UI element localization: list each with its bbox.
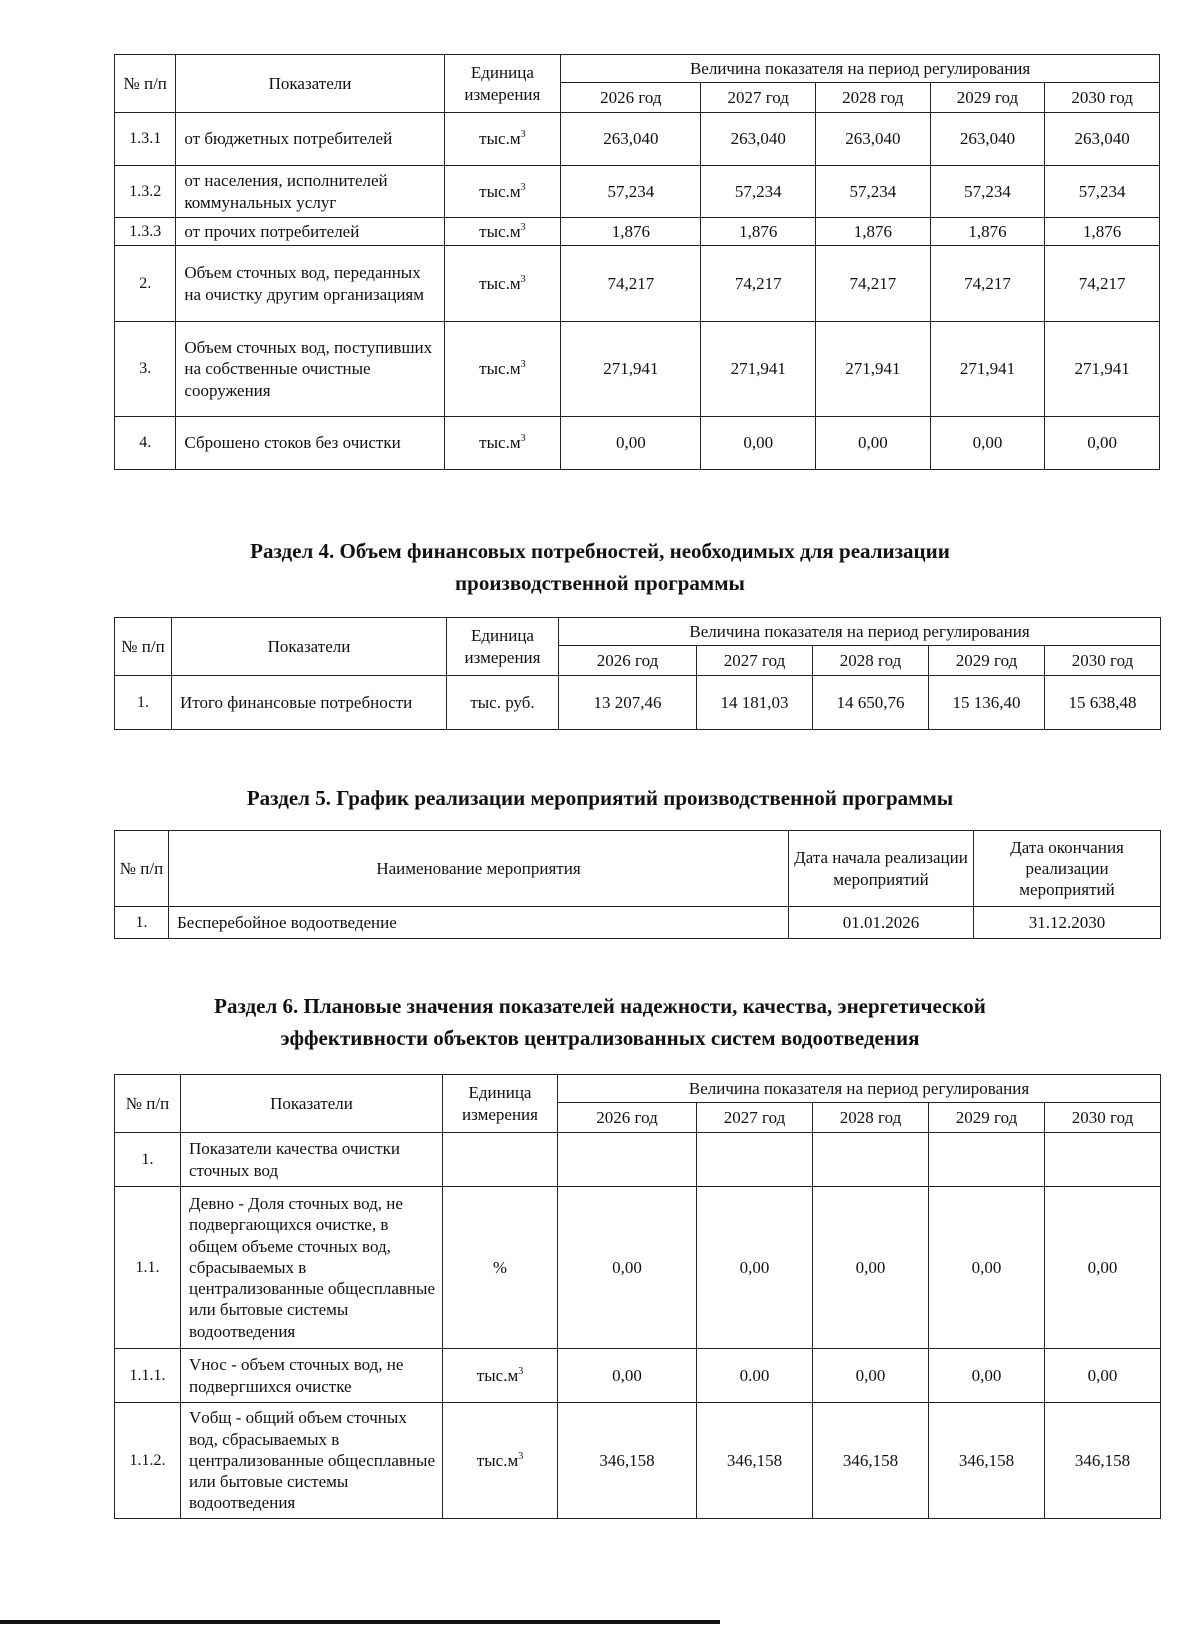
unit-text: тыс.м (476, 1450, 519, 1470)
header-start-date: Дата начала реализации мероприятий (789, 831, 974, 907)
row-num: 1.3.1 (115, 113, 176, 166)
row-unit (444, 113, 561, 166)
table-row (115, 417, 1160, 470)
header-year: 2028 год (813, 646, 929, 676)
value-cell: 346,158 (558, 1403, 697, 1519)
value-cell: 0,00 (558, 1349, 697, 1403)
unit-superscript: 3 (520, 221, 526, 233)
row-num: 1.1. (115, 1187, 181, 1349)
value-cell: 15 638,48 (1045, 676, 1161, 730)
row-name: Vобщ - общий объем сточных вод, сбрасываемых в централизованные общесплавные или бытовые системы водоотведения (181, 1403, 443, 1519)
value-cell: 1,876 (930, 218, 1045, 246)
row-name: от бюджетных потребителей (176, 113, 444, 166)
value-cell: 0,00 (558, 1187, 697, 1349)
row-unit (444, 246, 561, 322)
header-period: Величина показателя на период регулирования (561, 55, 1160, 83)
row-unit (443, 1133, 558, 1187)
row-num: 1.1.1. (115, 1349, 181, 1403)
value-cell (929, 1133, 1045, 1187)
value-cell: 0,00 (561, 417, 701, 470)
header-period: Величина показателя на период регулирования (558, 1075, 1161, 1103)
section4-title (0, 535, 1200, 599)
table-row (115, 246, 1160, 322)
header-num: № п/п (115, 831, 169, 907)
unit-superscript: 3 (520, 181, 526, 193)
schedule-table (114, 830, 1161, 939)
section6-title-line1: Раздел 6. Плановые значения показателей надежности, качества, энергетической (214, 994, 986, 1018)
end-date: 31.12.2030 (974, 907, 1161, 939)
value-cell: 263,040 (1045, 113, 1160, 166)
unit-text: тыс.м (479, 273, 521, 293)
header-year: 2030 год (1045, 646, 1161, 676)
unit-superscript: 3 (518, 1450, 524, 1462)
row-name: Объем сточных вод, поступивших на собственные очистные сооружения (176, 322, 444, 417)
row-num: 4. (115, 417, 176, 470)
unit-text: тыс.м (479, 129, 521, 149)
financial-needs-table (114, 617, 1161, 730)
row-name: от прочих потребителей (176, 218, 444, 246)
value-cell: 0,00 (1045, 417, 1160, 470)
header-period: Величина показателя на период регулирования (559, 618, 1161, 646)
table-row (115, 166, 1160, 218)
unit-text: % (492, 1257, 508, 1277)
row-name: Бесперебойное водоотведение (169, 907, 789, 939)
value-cell: 57,234 (930, 166, 1045, 218)
value-cell (558, 1133, 697, 1187)
header-indicator: Показатели (181, 1075, 443, 1133)
value-cell: 0,00 (929, 1349, 1045, 1403)
value-cell: 263,040 (701, 113, 816, 166)
value-cell: 57,234 (1045, 166, 1160, 218)
row-unit (443, 1403, 558, 1519)
header-unit: Единица измерения (443, 1075, 558, 1133)
value-cell: 74,217 (701, 246, 816, 322)
value-cell: 14 650,76 (813, 676, 929, 730)
header-year: 2027 год (701, 83, 816, 113)
row-unit (444, 417, 561, 470)
start-date: 01.01.2026 (789, 907, 974, 939)
table-row (115, 1349, 1161, 1403)
table-row (115, 676, 1161, 730)
value-cell: 346,158 (929, 1403, 1045, 1519)
row-name: от населения, исполнителей коммунальных услуг (176, 166, 444, 218)
header-year: 2026 год (558, 1103, 697, 1133)
header-unit: Единица измерения (447, 618, 559, 676)
scan-edge-line (0, 1620, 720, 1624)
value-cell: 0,00 (930, 417, 1045, 470)
unit-superscript: 3 (520, 129, 526, 141)
row-num: 2. (115, 246, 176, 322)
header-year: 2029 год (929, 1103, 1045, 1133)
value-cell: 57,234 (701, 166, 816, 218)
value-cell: 0.00 (697, 1349, 813, 1403)
value-cell: 0,00 (813, 1349, 929, 1403)
volume-table (114, 54, 1160, 470)
value-cell: 0,00 (701, 417, 816, 470)
row-num: 1. (115, 907, 169, 939)
header-year: 2030 год (1045, 83, 1160, 113)
row-name: Девно - Доля сточных вод, не подвергающихся очистке, в общем объеме сточных вод, сбрасываемых в централизованные общесплавные или бытовые системы водоотведения (181, 1187, 443, 1349)
value-cell: 0,00 (1045, 1349, 1161, 1403)
value-cell: 346,158 (813, 1403, 929, 1519)
unit-superscript: 3 (518, 1365, 524, 1377)
header-indicator: Показатели (176, 55, 444, 113)
section6-title (0, 990, 1200, 1054)
row-unit (444, 166, 561, 218)
value-cell: 1,876 (701, 218, 816, 246)
row-num: 3. (115, 322, 176, 417)
value-cell: 0,00 (813, 1187, 929, 1349)
value-cell (697, 1133, 813, 1187)
value-cell: 74,217 (561, 246, 701, 322)
header-unit: Единица измерения (444, 55, 561, 113)
header-year: 2030 год (1045, 1103, 1161, 1133)
header-year: 2027 год (697, 1103, 813, 1133)
unit-text: тыс.м (479, 433, 521, 453)
table-row (115, 218, 1160, 246)
header-year: 2026 год (561, 83, 701, 113)
unit-text: тыс.м (479, 221, 521, 241)
row-unit (443, 1187, 558, 1349)
header-num: № п/п (115, 1075, 181, 1133)
value-cell: 0,00 (929, 1187, 1045, 1349)
unit-superscript: 3 (520, 433, 526, 445)
value-cell: 74,217 (816, 246, 931, 322)
unit-text: тыс.м (476, 1365, 519, 1385)
section6-title-line2: эффективности объектов централизованных систем водоотведения (280, 1026, 920, 1050)
row-name: Итого финансовые потребности (172, 676, 447, 730)
value-cell: 271,941 (1045, 322, 1160, 417)
value-cell: 74,217 (930, 246, 1045, 322)
header-year: 2029 год (930, 83, 1045, 113)
value-cell: 263,040 (816, 113, 931, 166)
value-cell: 346,158 (1045, 1403, 1161, 1519)
value-cell (813, 1133, 929, 1187)
value-cell: 0,00 (697, 1187, 813, 1349)
value-cell: 346,158 (697, 1403, 813, 1519)
value-cell: 57,234 (561, 166, 701, 218)
header-year: 2027 год (697, 646, 813, 676)
unit-superscript: 3 (520, 359, 526, 371)
unit-text: тыс.м (479, 359, 521, 379)
row-num: 1. (115, 676, 172, 730)
row-num: 1.3.3 (115, 218, 176, 246)
row-name: Объем сточных вод, переданных на очистку другим организациям (176, 246, 444, 322)
unit-superscript: 3 (520, 273, 526, 285)
value-cell: 1,876 (561, 218, 701, 246)
value-cell: 14 181,03 (697, 676, 813, 730)
table-row (115, 907, 1161, 939)
value-cell: 271,941 (930, 322, 1045, 417)
header-event-name: Наименование мероприятия (169, 831, 789, 907)
value-cell: 0,00 (816, 417, 931, 470)
section4-title-line1: Раздел 4. Объем финансовых потребностей, необходимых для реализации (250, 539, 950, 563)
value-cell: 271,941 (816, 322, 931, 417)
table-row (115, 1133, 1161, 1187)
value-cell: 74,217 (1045, 246, 1160, 322)
row-num: 1. (115, 1133, 181, 1187)
header-year: 2029 год (929, 646, 1045, 676)
row-unit (444, 218, 561, 246)
value-cell: 271,941 (701, 322, 816, 417)
value-cell: 263,040 (930, 113, 1045, 166)
header-num: № п/п (115, 618, 172, 676)
value-cell: 57,234 (816, 166, 931, 218)
table-row (115, 1403, 1161, 1519)
value-cell: 1,876 (816, 218, 931, 246)
table-row (115, 1187, 1161, 1349)
value-cell: 271,941 (561, 322, 701, 417)
row-unit (444, 322, 561, 417)
value-cell (1045, 1133, 1161, 1187)
row-name: Сброшено стоков без очистки (176, 417, 444, 470)
header-year: 2028 год (816, 83, 931, 113)
header-year: 2026 год (559, 646, 697, 676)
row-name: Показатели качества очистки сточных вод (181, 1133, 443, 1187)
value-cell: 0,00 (1045, 1187, 1161, 1349)
header-num: № п/п (115, 55, 176, 113)
row-name: Vнос - объем сточных вод, не подвергшихся очистке (181, 1349, 443, 1403)
value-cell: 263,040 (561, 113, 701, 166)
row-unit (443, 1349, 558, 1403)
section5-title: Раздел 5. График реализации мероприятий производственной программы (246, 786, 954, 810)
value-cell: 13 207,46 (559, 676, 697, 730)
row-num: 1.3.2 (115, 166, 176, 218)
unit-text: тыс.м (479, 181, 521, 201)
value-cell: 1,876 (1045, 218, 1160, 246)
row-num: 1.1.2. (115, 1403, 181, 1519)
header-end-date: Дата окончания реализации мероприятий (974, 831, 1161, 907)
header-year: 2028 год (813, 1103, 929, 1133)
table-row (115, 113, 1160, 166)
section4-title-line2: производственной программы (455, 571, 745, 595)
reliability-table (114, 1074, 1161, 1519)
table-row (115, 322, 1160, 417)
row-unit: тыс. руб. (447, 676, 559, 730)
header-indicator: Показатели (172, 618, 447, 676)
value-cell: 15 136,40 (929, 676, 1045, 730)
